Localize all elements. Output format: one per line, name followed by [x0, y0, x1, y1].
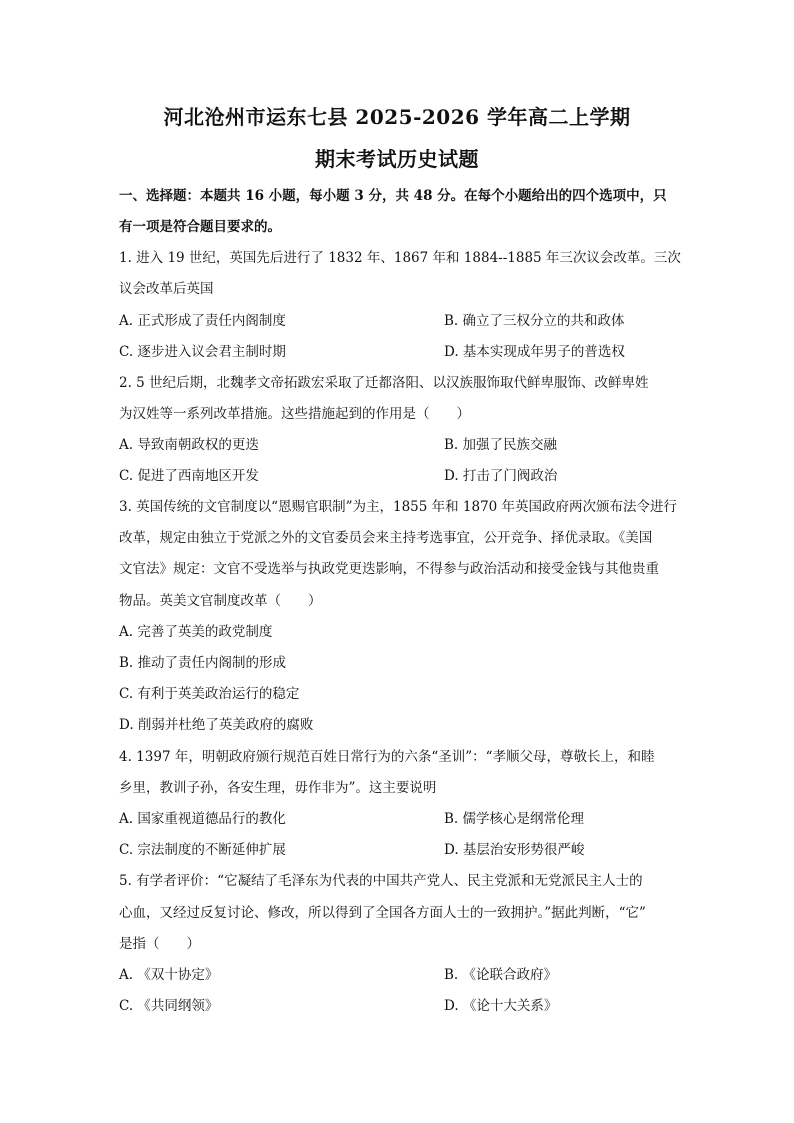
question-2-stem-cont: 为汉姓等一系列改革措施。这些措施起到的作用是（ ） — [119, 406, 470, 422]
question-1-option-a: A. 正式形成了责任内阁制度 — [119, 313, 286, 329]
question-3-option-c: C. 有利于英美政治运行的稳定 — [119, 686, 300, 702]
question-1-option-b: B. 确立了三权分立的共和政体 — [444, 313, 625, 329]
question-3-stem: 3. 英国传统的文官制度以“恩赐官职制”为主，1855 年和 1870 年英国政府两次颁布法令进行 — [119, 499, 678, 515]
question-4-stem: 4. 1397 年，明朝政府颁行规范百姓日常行为的六条“圣训”：“孝顺父母，尊敬长上，和睦 — [119, 749, 655, 765]
question-5-option-c: C. 《共同纲领》 — [119, 998, 219, 1014]
section-instructions-cont: 有一项是符合题目要求的。 — [119, 219, 281, 235]
question-3-stem-cont: 文官法》规定：文官不受选举与执政党更迭影响，不得参与政治活动和接受金钱与其他贵重 — [119, 561, 659, 577]
question-1-stem-cont: 议会改革后英国 — [119, 281, 214, 297]
question-4-stem-cont: 乡里，教训子孙，各安生理，毋作非为”。这主要说明 — [119, 780, 437, 796]
question-5-option-b: B. 《论联合政府》 — [444, 967, 558, 983]
question-4-option-d: D. 基层治安形势很严峻 — [444, 842, 585, 858]
question-3-stem-cont: 改革，规定由独立于党派之外的文官委员会来主持考选事宜，公开竞争、择优录取。《美国 — [119, 530, 653, 546]
question-3-option-a: A. 完善了英美的政党制度 — [119, 624, 273, 640]
page-title: 河北沧州市运东七县 2025-2026 学年高二上学期 — [163, 105, 631, 129]
question-5-stem: 5. 有学者评价：“它凝结了毛泽东为代表的中国共产党人、民主党派和无党派民主人士的 — [119, 873, 643, 889]
page-subtitle: 期末考试历史试题 — [315, 147, 479, 171]
question-2-option-a: A. 导致南朝政权的更迭 — [119, 437, 259, 453]
question-3-option-b: B. 推动了责任内阁制的形成 — [119, 655, 287, 671]
question-4-option-c: C. 宗法制度的不断延伸扩展 — [119, 842, 286, 858]
question-4-option-a: A. 国家重视道德品行的教化 — [119, 811, 286, 827]
question-4-option-b: B. 儒学核心是纲常伦理 — [444, 811, 585, 827]
question-5-option-d: D. 《论十大关系》 — [444, 998, 558, 1014]
question-5-stem-cont: 心血，又经过反复讨论、修改，所以得到了全国各方面人士的一致拥护。”据此判断，“它” — [119, 905, 646, 921]
question-2-option-d: D. 打击了门阀政治 — [444, 468, 558, 484]
question-2-option-c: C. 促进了西南地区开发 — [119, 468, 259, 484]
section-instructions: 一、选择题：本题共 16 小题，每小题 3 分，共 48 分。在每个小题给出的四个选项中，只 — [119, 188, 667, 204]
question-5-option-a: A. 《双十协定》 — [119, 967, 219, 983]
question-2-stem: 2. 5 世纪后期，北魏孝文帝拓跋宏采取了迁都洛阳、以汉族服饰取代鲜卑服饰、改鲜卑姓 — [119, 375, 649, 391]
question-3-option-d: D. 削弱并杜绝了英美政府的腐败 — [119, 717, 314, 733]
question-1-option-c: C. 逐步进入议会君主制时期 — [119, 344, 286, 360]
question-1-stem: 1. 进入 19 世纪，英国先后进行了 1832 年、1867 年和 1884--1885 年三次议会改革。三次 — [119, 250, 681, 266]
question-5-stem-cont: 是指（ ） — [119, 936, 200, 952]
question-3-stem-cont: 物品。英美文官制度改革（ ） — [119, 593, 322, 609]
question-2-option-b: B. 加强了民族交融 — [444, 437, 558, 453]
question-1-option-d: D. 基本实现成年男子的普选权 — [444, 344, 625, 360]
